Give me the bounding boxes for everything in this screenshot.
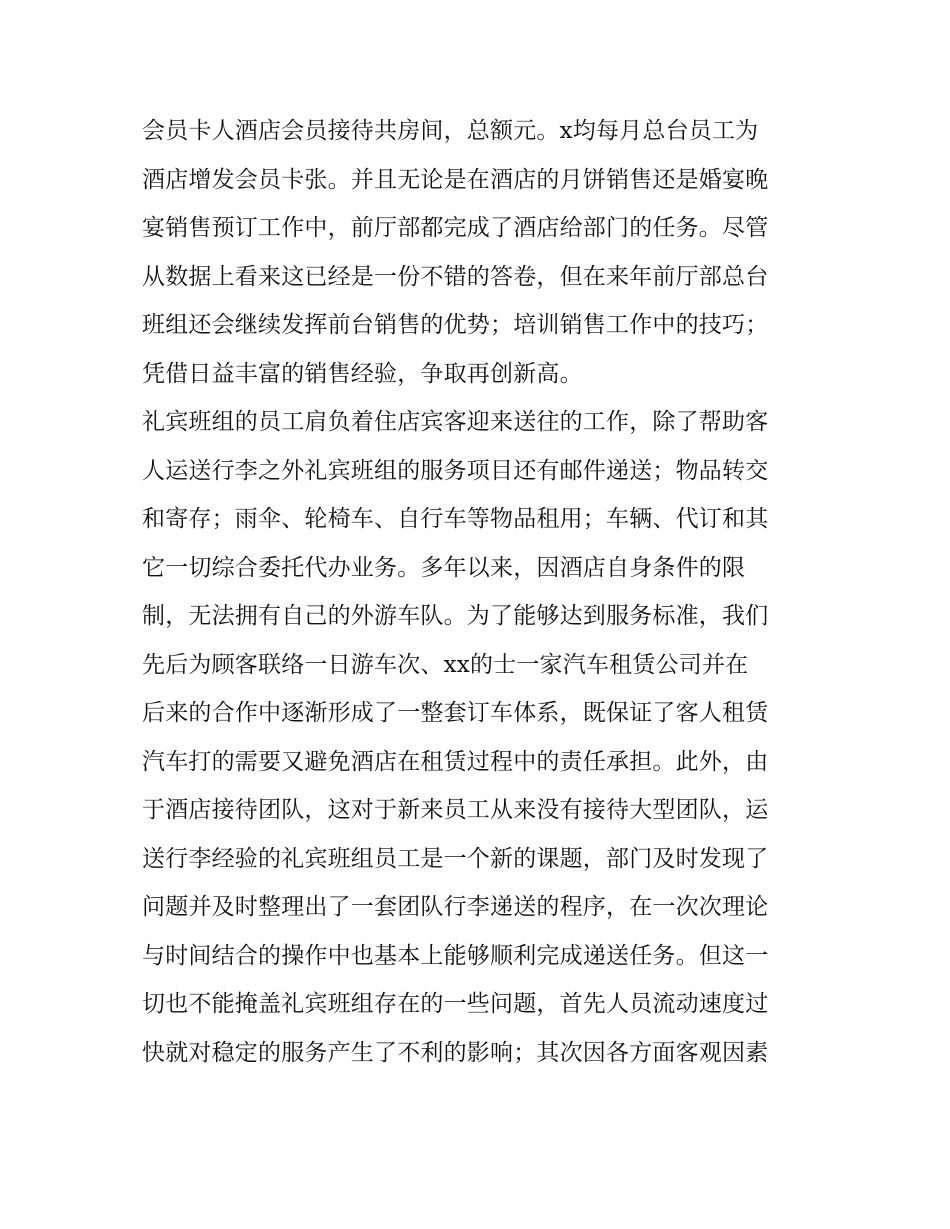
text-line: 它一切综合委托代办业务。多年以来，因酒店自身条件的限 <box>142 554 746 581</box>
text-line: 快就对稳定的服务产生了不利的影响；其次因各方面客观因素 <box>142 1039 769 1066</box>
text-line: 宴销售预订工作中，前厅部都完成了酒店给部门的任务。尽管 <box>142 215 769 241</box>
text-line: 酒店增发会员卡张。并且无论是在酒店的月饼销售还是婚宴晚 <box>142 166 769 193</box>
text-line: 汽车打的需要又避免酒店在租赁过程中的责任承担。此外，由 <box>142 748 769 775</box>
text-line: 与时间结合的操作中也基本上能够顺利完成递送任务。但这一 <box>142 942 769 969</box>
text-line: 从数据上看来这已经是一份不错的答卷，但在来年前厅部总台 <box>142 263 769 290</box>
text-line: 后来的合作中逐渐形成了一整套订车体系，既保证了客人租赁 <box>142 700 769 726</box>
text-line: 凭借日益丰富的销售经验，争取再创新高。 <box>142 360 583 387</box>
text-line: 班组还会继续发挥前台销售的优势；培训销售工作中的技巧； <box>142 312 769 338</box>
body-text <box>142 107 822 1077</box>
text-line: 和寄存；雨伞、轮椅车、自行车等物品租用；车辆、代订和其 <box>142 506 769 532</box>
text-line: 先后为顾客联络一日游车次、xx的士一家汽车租赁公司并在 <box>142 651 749 678</box>
text-line: 切也不能掩盖礼宾班组存在的一些问题，首先人员流动速度过 <box>142 991 769 1017</box>
text-line: 会员卡人酒店会员接待共房间，总额元。x均每月总台员工为 <box>142 118 759 144</box>
text-line: 礼宾班组的员工肩负着住店宾客迎来送往的工作，除了帮助客 <box>142 409 769 435</box>
text-line: 送行李经验的礼宾班组员工是一个新的课题，部门及时发现了 <box>142 845 769 872</box>
text-line: 制，无法拥有自己的外游车队。为了能够达到服务标准，我们 <box>142 603 769 629</box>
text-line: 人运送行李之外礼宾班组的服务项目还有邮件递送；物品转交 <box>142 457 769 484</box>
text-line: 于酒店接待团队，这对于新来员工从来没有接待大型团队，运 <box>142 797 769 823</box>
text-line: 问题并及时整理出了一套团队行李递送的程序，在一次次理论 <box>142 894 769 920</box>
